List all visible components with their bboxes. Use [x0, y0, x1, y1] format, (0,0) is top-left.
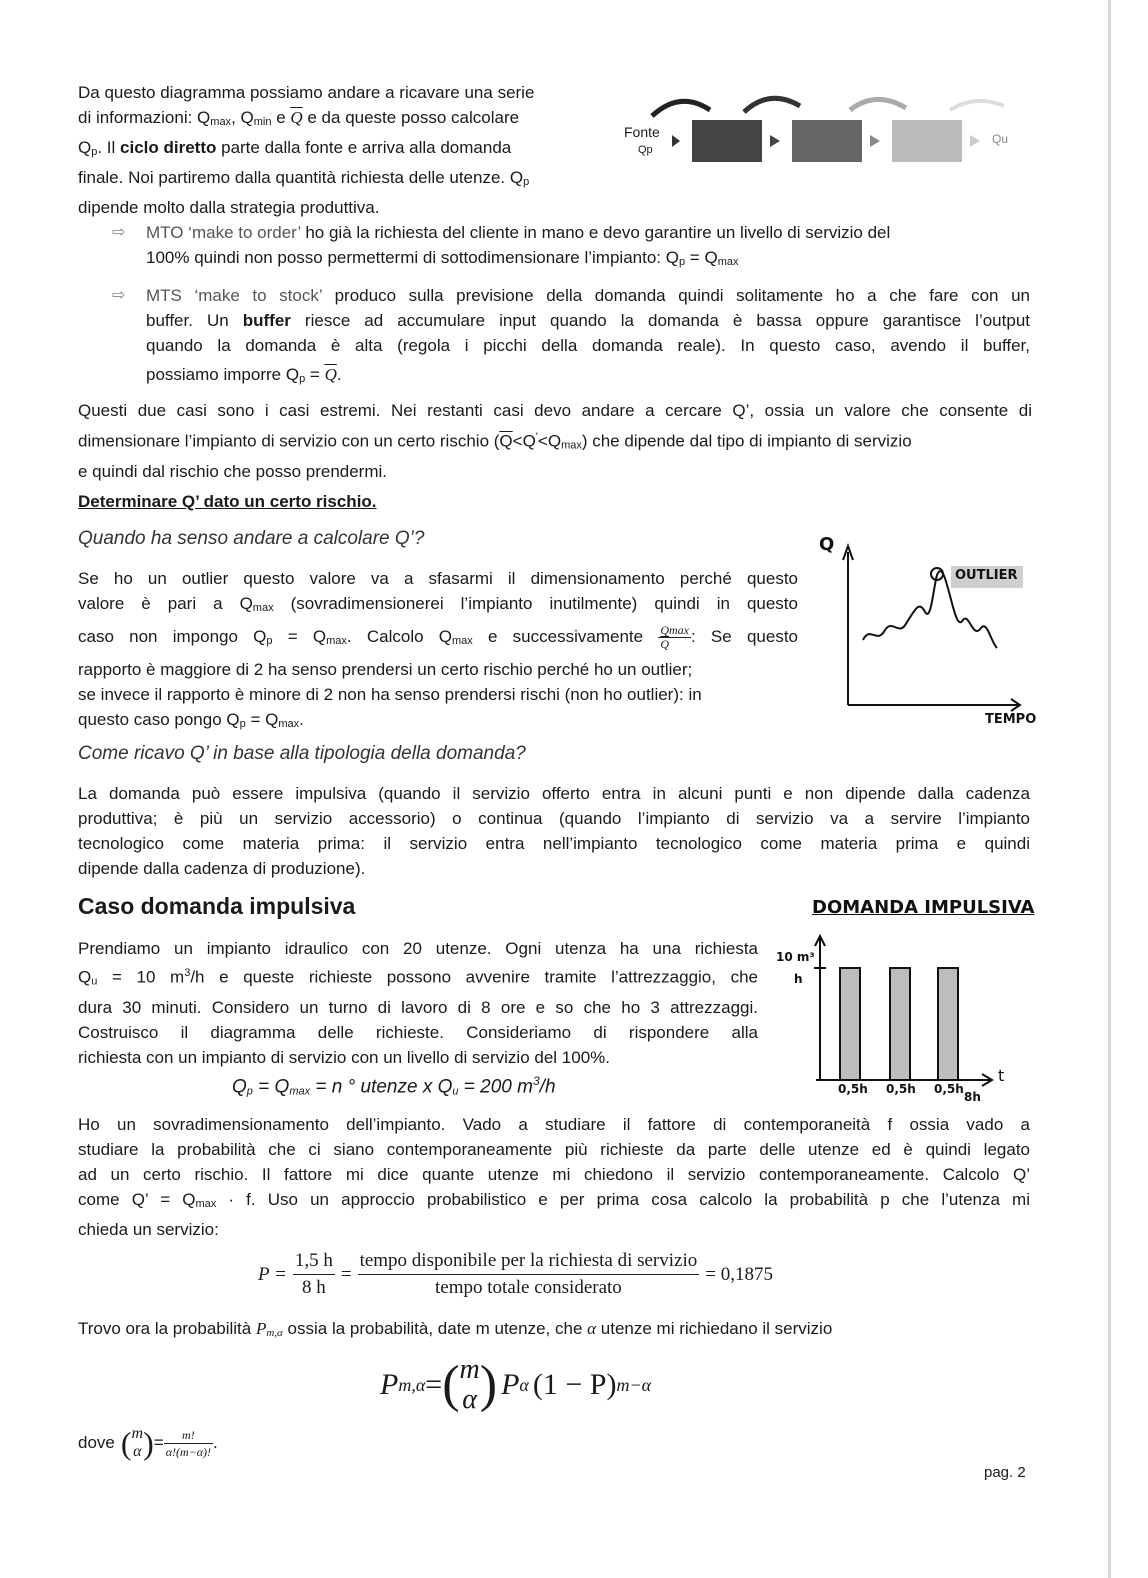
outlier-line: valore è pari a $Q_{max}$ (sovradimensionerei l’impianto inutilmente) quindi in questo — [78, 594, 798, 614]
y-axis-unit: h — [794, 972, 803, 986]
arrow-bullet-icon: ⇨ — [112, 224, 126, 241]
mts-line: buffer. Un buffer riesce ad accumulare input quando la domanda è bassa oppure garantisce l’output — [146, 311, 1030, 330]
outlier-line: se invece il rapporto è minore di 2 non ha senso prendersi rischi (non ho outlier): in — [78, 685, 702, 704]
formula-qp: $Q_p = Q_{max} = n$ ° utenze x $Q_u = 200$ $m^3/h$ — [232, 1074, 556, 1098]
flow-diagram — [620, 88, 1020, 178]
impulsive-sketch-title: DOMANDA IMPULSIVA — [812, 897, 1035, 918]
cases-line: e quindi dal rischio che posso prendermi. — [78, 461, 388, 481]
fraction-hours: $\frac{1,5 h}{8 h}$ — [294, 1250, 333, 1298]
impulsive-line: Costruisco il diagramma delle richieste. Consideriamo di rispondere alla — [78, 1022, 758, 1042]
cases-line: dimensionare l’impianto di servizio con un certo rischio $(\overline{Q}<Q'<Q_{max})$ che dipende dal tipo di impianto di servizio — [78, 431, 912, 452]
intro-line: $Q_p$. Il ciclo diretto parte dalla fonte e arriva alla domanda — [78, 138, 512, 158]
question-heading: Come ricavo Q’ in base alla tipologia della domanda? — [78, 743, 526, 764]
binomial-coefficient: m α — [459, 1354, 480, 1415]
intro-line: dipende molto dalla strategia produttiva. — [78, 198, 380, 217]
q-axis-label: Q — [819, 534, 835, 555]
outlier-line: caso non impongo $Q_p = Q_{max}$. Calcolo $Q_{max}$ e successivamente $\frac{Qmax}{Q}$ : Se questo — [78, 623, 798, 652]
demand-paragraph — [78, 781, 1030, 881]
mts-line: quando la domanda è alta (regola i picchi della domanda reale). In questo caso, avendo il buffer, — [146, 336, 1030, 355]
intro-line: Da questo diagramma possiamo andare a ricavare una serie — [78, 83, 535, 102]
tick-label: 0,5h — [838, 1082, 868, 1096]
flow-diagram-graphic — [620, 88, 1020, 178]
section-title-impulsive: Caso domanda impulsiva — [78, 893, 356, 919]
impulsive-paragraph — [78, 936, 758, 1070]
factorial-fraction: $\frac{m!}{\alpha!(m-\alpha)!}$ — [165, 1427, 212, 1459]
binomial-definition: dove ( m α ) = $\frac{m!}{\alpha!(m-\alpha)!}$ . — [78, 1424, 218, 1461]
ratio-fraction: $\frac{Qmax}{Q}$ — [660, 623, 689, 652]
impulsive-line: richiesta con un impianto di servizio con un livello di servizio del 100%. — [78, 1047, 610, 1067]
contemp-line: ad un certo rischio. Il fattore mi dice quante utenze mi chiedono il servizio contemporaneamente. Calcolo Q’ — [78, 1165, 1030, 1184]
prob-paragraph: Trovo ora la probabilità $P_{m,\alpha}$ ossia la probabilità, date m utenze, che α utenze mi richiedano il servizio — [78, 1319, 833, 1339]
cases-line: Questi due casi sono i casi estremi. Nei restanti casi devo andare a cercare Q’, ossia un valore che consente di — [78, 401, 1032, 420]
impulsive-line: $Q_u = 10$ $m^3/h$ e queste richieste possono avvenire tramite l’attrezzaggio, che — [78, 967, 758, 988]
contemp-line: come Q’ = $Q_{max} \cdot f$. Uso un approccio probabilistico e per prima cosa calcolo la probabilità p che l’utenza mi — [78, 1190, 1030, 1210]
contemp-line: studiare la probabilità che ci siano contemporaneamente più richieste da parte delle utenze ed è quindi legato — [78, 1140, 1030, 1159]
formula-binomial: P m,α = ( m α ) P α (1 − P) m−α — [380, 1354, 652, 1415]
outlier-sketch — [815, 530, 1045, 735]
x-axis-label: t — [998, 1066, 1005, 1085]
outlier-sketch-graphic — [815, 530, 1045, 735]
contemp-line: chieda un servizio: — [78, 1220, 219, 1239]
demand-line: tecnologico come materia prima: il servizio entra nell’impianto tecnologico come materia prima e quindi — [78, 834, 1030, 853]
demand-line: La domanda può essere impulsiva (quando il servizio offerto entra in alcuni punti e non dipende dalla cadenza — [78, 784, 1030, 803]
outlier-paragraph — [78, 566, 798, 737]
tick-label: 8h — [964, 1090, 981, 1104]
impulsive-sketch — [770, 930, 1020, 1110]
arrow-bullet-icon: ⇨ — [112, 287, 126, 304]
outlier-line: questo caso pongo $Q_p = Q_{max}$. — [78, 710, 304, 730]
impulsive-line: Prendiamo un impianto idraulico con 20 utenze. Ogni utenza ha una richiesta — [78, 939, 758, 958]
fraction-definition: $\frac{\text{tempo disponibile per la richiesta di servizio}}{\text{tempo totale considerato}}$ — [359, 1250, 698, 1298]
qu-label: Qu — [992, 132, 1009, 146]
page-edge — [1108, 0, 1111, 1578]
time-axis-label: TEMPO — [985, 712, 1037, 727]
impulsive-line: dura 30 minuti. Considero un turno di lavoro di 8 ore e so che ho 3 attrezzaggi. — [78, 997, 758, 1017]
formula-p: P = $\frac{1,5 h}{8 h}$ = $\frac{\text{tempo disponibile per la richiesta di servizio}}{\text{tempo totale considerato}}$ = 0,1875 — [258, 1248, 773, 1301]
source-label: Fonte — [624, 124, 660, 140]
outlier-line: rapporto è maggiore di 2 ha senso prendersi un certo rischio perché ho un outlier; — [78, 660, 693, 679]
intro-paragraph — [78, 80, 598, 220]
mts-line: MTS ‘make to stock’ produco sulla previsione della domanda quindi solitamente ho a che fare con un — [146, 286, 1030, 305]
contemp-line: Ho un sovradimensionamento dell’impianto. Vado a studiare il fattore di contemporaneità f ossia vado a — [78, 1115, 1030, 1134]
demand-line: dipende dalla cadenza di produzione). — [78, 859, 366, 878]
intro-line: di informazioni: $Q_{max}$, $Q_{min}$ e $\overline{Q}$ e da queste posso calcolare — [78, 108, 520, 128]
contemp-paragraph — [78, 1112, 1030, 1242]
outlier-label: OUTLIER — [955, 568, 1018, 583]
tick-label: 0,5h — [886, 1082, 916, 1096]
intro-line: finale. Noi partiremo dalla quantità richiesta delle utenze. $Q_p$ — [78, 168, 530, 188]
y-axis-label: 10 m³ — [776, 950, 815, 964]
mto-line: MTO ‘make to order’ ho già la richiesta del cliente in mano e devo garantire un livello di servizio del — [146, 223, 891, 242]
mto-line: 100% quindi non posso permettermi di sottodimensionare l’impianto: $Q_p = Q_{max}$ — [146, 248, 739, 268]
question-heading: Quando ha senso andare a calcolare Q’? — [78, 528, 425, 549]
mto-paragraph — [146, 220, 1030, 275]
qp-label: Qp — [638, 144, 653, 156]
demand-line: produttiva; è più un servizio accessorio) o continua (quando l’impianto di servizio va a servire l’impianto — [78, 809, 1030, 828]
section-title-risk: Determinare Q’ dato un certo rischio. — [78, 492, 377, 511]
page-number: pag. 2 — [984, 1464, 1026, 1481]
mts-line: possiamo imporre $Q_p = \overline{Q}$. — [146, 365, 342, 385]
cases-paragraph — [78, 398, 1032, 484]
tick-label: 0,5h — [934, 1082, 964, 1096]
mts-paragraph — [146, 283, 1030, 392]
outlier-line: Se ho un outlier questo valore va a sfasarmi il dimensionamento perché questo — [78, 569, 798, 588]
